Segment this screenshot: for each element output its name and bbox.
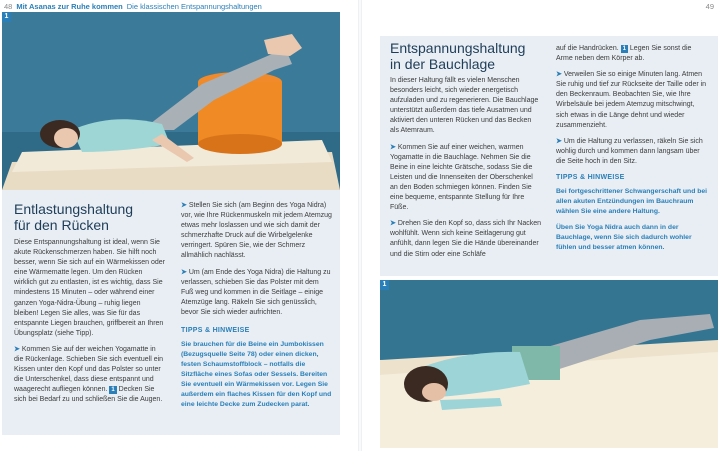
- right-section-title: [390, 40, 525, 72]
- right-continuation: auf die Handrücken. 1 Legen Sie sonst die Arme neben dem Körper ab.: [556, 45, 692, 63]
- left-step-1: ➤ Kommen Sie auf der weichen Yogamatte in die Rückenlage. Schieben Sie sich eventuell ein Kissen unter den Kopf und das Polster so unter die Unterschenkel, dass diese entspannt und waagerecht aufliegen können. 1 Decken Sie sich bei Bedarf zu und schließen Sie die Augen.: [14, 345, 164, 404]
- page-number-right: 49: [705, 2, 714, 11]
- right-title-line1: Entspannungshaltung: [390, 40, 526, 56]
- left-intro: Diese Entspannungshaltung ist ideal, wenn Sie akute Rückenschmerzen haben. Sie hilft noch besser, wenn Sie sich auf ein Wärmekissen oder eine Wärmematte legen. Um den Rücken wirklich gut zu entlasten, ist es wichtig, dass Sie mindestens 15 Minuten – oder während einer ganzen Yoga-Nidra-Übung – ruhig liegen bleiben! Legen Sie alles, was Sie für das entspannte Liegen brauchen, griffbereit an Ihren Übungsplatz (siehe Tipp).: [14, 239, 165, 337]
- right-step-1: ➤ Kommen Sie auf einer weichen, warmen Yogamatte in die Bauchlage. Nehmen Sie die Beine in eine leichte Grätsche, sodass Sie die Leisten und die Innenseiten der Oberschenkel an den Boden schmiegen können. Finden Sie eine bequeme, entspannte Stellung für Ihre Füße.: [390, 143, 533, 212]
- arrow-icon: ➤: [181, 268, 187, 276]
- right-intro: In dieser Haltung fällt es vielen Menschen besonders leicht, sich wieder energetisch aufzuladen und zu regenerieren. Die Bauchlage unterstützt außerdem das tiefe Ausatmen und aktiviert den unteren Rücken und das Becken als Atemraum.: [390, 77, 539, 135]
- right-column-1: [390, 76, 542, 266]
- photo-reference-badge: 1: [622, 46, 626, 52]
- chapter-title: Mit Asanas zur Ruhe kommen: [16, 2, 123, 11]
- section-title: Die klassischen Entspannungshaltungen: [126, 2, 262, 11]
- right-column-2: [556, 44, 708, 259]
- right-step-3: ➤ Verweilen Sie so einige Minuten lang. Atmen Sie ruhig und tief zur Rückseite der Taille oder in den Beckenraum. Beobachten Sie, wie Ihre Wirbelsäule bei jedem Atemzug mitschwingt, sich etwas in die Länge dehnt und wieder zusammenzieht.: [556, 71, 707, 129]
- photo-reference-badge: 1: [111, 387, 115, 394]
- page-number: 48: [4, 2, 13, 11]
- right-tips-text-2: Üben Sie Yoga Nidra auch dann in der Bauchlage, wenn Sie sich dadurch wohler fühlen und besser atmen können.: [556, 224, 692, 252]
- left-tips-text: Sie brauchen für die Beine ein Jumbokissen (Bezugsquelle Seite 78) oder einen dicken, festen Schaumstoffblock – notfalls die Sitzfläche eines Sofas oder Sessels. Bereiten Sie eventuell ein Wärmekissen vor. Legen Sie außerdem ein flaches Kissen für den Kopf und eine leichte Decke zum Zudecken parat.: [181, 341, 332, 409]
- arrow-icon: ➤: [556, 137, 562, 145]
- prone-pose-illustration: [380, 280, 718, 448]
- left-tips-heading: TIPPS & HINWEISE: [181, 327, 250, 335]
- running-header: [4, 2, 262, 11]
- left-column-1: [14, 238, 166, 412]
- right-title-line2: in der Bauchlage: [390, 56, 496, 72]
- left-step-2: ➤ Stellen Sie sich (am Beginn des Yoga Nidra) vor, wie Ihre Rückenmuskeln mit jedem Atemzug etwas mehr loslassen und wie sich damit der schmerzhafte Druck auf die Wirbelgelenke verringert. Spüren Sie, wie der Schmerz allmählich nachlässt.: [181, 202, 332, 260]
- right-tips-text-1: Bei fortgeschrittener Schwangerschaft und bei allen akuten Entzündungen im Bauchraum wählen Sie eine andere Haltung.: [556, 188, 708, 216]
- photo-marker: 1: [2, 12, 11, 22]
- arrow-icon: ➤: [181, 202, 187, 209]
- photo-prone-pose: [380, 280, 718, 448]
- left-section-title: [14, 201, 133, 233]
- left-title-line2: für den Rücken: [14, 217, 109, 233]
- back-relief-illustration: [2, 12, 340, 190]
- left-title-line1: Entlastungshaltung: [14, 201, 134, 217]
- arrow-icon: ➤: [390, 143, 396, 151]
- left-column-2: [181, 201, 333, 416]
- photo-back-relief-pose: [2, 12, 340, 190]
- arrow-icon: ➤: [390, 220, 396, 228]
- arrow-icon: ➤: [14, 345, 20, 353]
- arrow-icon: ➤: [556, 71, 562, 79]
- left-step-3: ➤ Um (am Ende des Yoga Nidra) die Haltung zu verlassen, schieben Sie das Polster mit dem Fuß weg und kommen in die Seitlage – einige Atemzüge lang. Räkeln Sie sich genüsslich, bevor Sie sich wieder aufrichten.: [181, 268, 331, 316]
- photo-marker: 1: [380, 280, 389, 290]
- right-step-2: ➤ Drehen Sie den Kopf so, dass sich Ihr Nacken wohlfühlt. Wenn sich keine Seitlagerung gut anfühlt, dann legen Sie die Hände übereinander und die Stirn oder eine Schläfe: [390, 220, 542, 258]
- right-step-4: ➤ Um die Haltung zu verlassen, räkeln Sie sich wohlig durch und kommen dann langsam über die Seite hoch in den Sitz.: [556, 137, 703, 165]
- right-tips-heading: TIPPS & HINWEISE: [556, 174, 625, 182]
